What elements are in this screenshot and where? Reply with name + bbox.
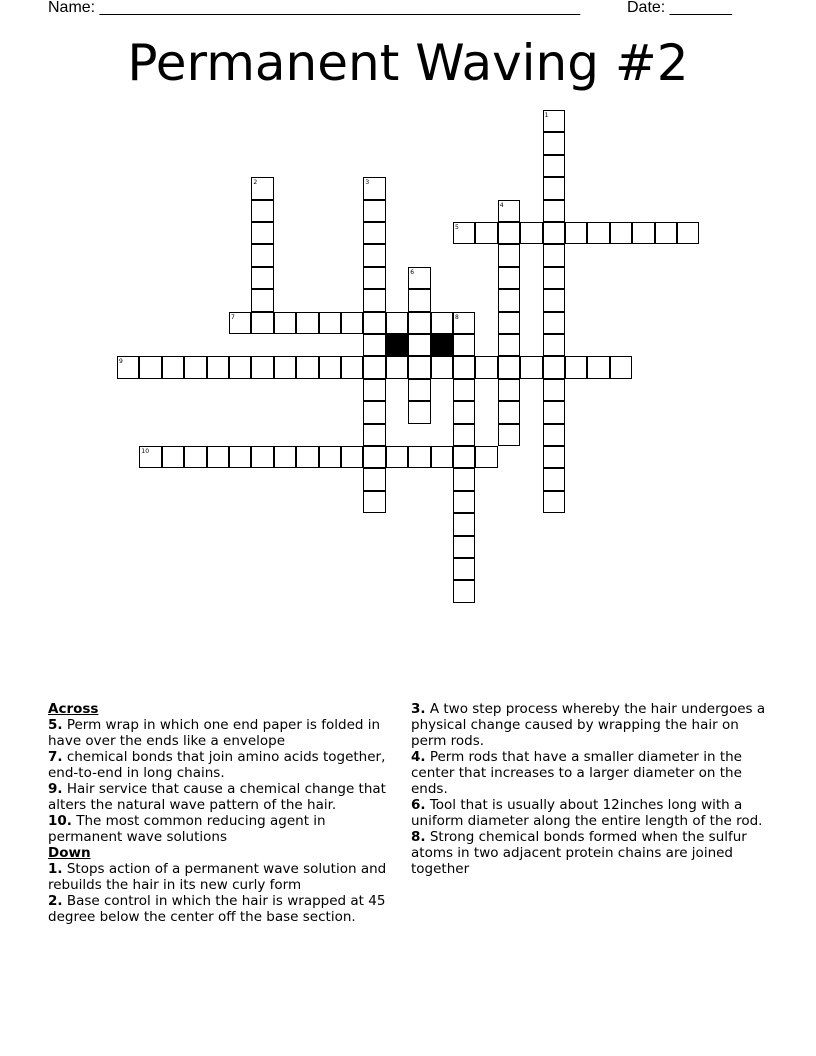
crossword-cell[interactable] (229, 312, 251, 334)
crossword-cell[interactable] (543, 356, 565, 378)
clue-text: Hair service that cause a chemical change that alters the natural wave pattern of the hair. (48, 781, 386, 813)
crossword-cell[interactable] (543, 491, 565, 513)
crossword-cell[interactable] (251, 222, 273, 244)
crossword-cell[interactable] (162, 446, 184, 468)
crossword-cell[interactable] (408, 312, 430, 334)
page-title: Permanent Waving #2 (127, 34, 689, 92)
crossword-cell[interactable] (408, 356, 430, 378)
crossword-cell[interactable] (498, 379, 520, 401)
crossword-cell[interactable] (363, 379, 385, 401)
crossword-cell[interactable] (565, 356, 587, 378)
crossword-cell[interactable] (453, 580, 475, 602)
crossword-cell[interactable] (296, 446, 318, 468)
crossword-cell[interactable] (431, 356, 453, 378)
crossword-cell[interactable] (431, 446, 453, 468)
clue-number: 7. (48, 749, 63, 765)
crossword-cell[interactable] (363, 446, 385, 468)
clue-down-2 (48, 893, 403, 925)
crossword-cell[interactable] (610, 356, 632, 378)
crossword-cell[interactable] (251, 356, 273, 378)
cell-number: 9 (119, 358, 123, 366)
crossword-cell[interactable] (408, 446, 430, 468)
crossword-cell[interactable] (498, 401, 520, 423)
crossword-cell[interactable] (475, 356, 497, 378)
crossword-cell[interactable] (543, 334, 565, 356)
crossword-cell[interactable] (543, 446, 565, 468)
crossword-cell[interactable] (363, 356, 385, 378)
clues-left-column (48, 701, 403, 925)
crossword-cell[interactable] (274, 312, 296, 334)
crossword-cell[interactable] (543, 222, 565, 244)
crossword-cell[interactable] (543, 200, 565, 222)
crossword-cell[interactable] (543, 468, 565, 490)
crossword-cell[interactable] (341, 356, 363, 378)
clue-text: Tool that is usually about 12inches long with a uniform diameter along the entire length of the rod. (411, 797, 763, 829)
clue-text: Stops action of a permanent wave solution and rebuilds the hair in its new curly form (48, 861, 387, 893)
crossword-cell[interactable] (498, 289, 520, 311)
crossword-cell[interactable] (251, 312, 273, 334)
crossword-cell[interactable] (341, 312, 363, 334)
crossword-cell[interactable] (453, 558, 475, 580)
crossword-cell[interactable] (453, 491, 475, 513)
name-field-label: Name: ______________________________________________________ (48, 0, 581, 16)
crossword-cell[interactable] (363, 312, 385, 334)
clue-text: The most common reducing agent in permanent wave solutions (48, 813, 326, 845)
crossword-cell[interactable] (587, 222, 609, 244)
crossword-cell[interactable] (229, 356, 251, 378)
crossword-cell[interactable] (386, 356, 408, 378)
clue-down-3 (411, 701, 766, 749)
clue-text: A two step process whereby the hair undergoes a physical change caused by wrapping the hair on perm rods. (411, 701, 766, 749)
cell-number: 5 (455, 224, 459, 231)
crossword-cell[interactable] (408, 334, 430, 356)
clue-number: 4. (411, 749, 426, 765)
cell-number: 7 (231, 313, 235, 321)
clue-number: 5. (48, 717, 63, 733)
crossword-cell[interactable] (453, 334, 475, 356)
crossword-cell[interactable] (543, 155, 565, 177)
crossword-cell[interactable] (498, 222, 520, 244)
crossword-cell[interactable] (363, 244, 385, 266)
crossword-cell[interactable] (453, 356, 475, 378)
crossword-cell[interactable] (363, 222, 385, 244)
crossword-cell[interactable] (543, 424, 565, 446)
clue-number: 3. (411, 701, 426, 717)
crossword-cell[interactable] (408, 267, 430, 289)
crossword-cell[interactable] (363, 334, 385, 356)
clue-down-6 (411, 797, 766, 829)
crossword-cell[interactable] (520, 356, 542, 378)
crossword-cell[interactable] (251, 177, 273, 199)
crossword-cell[interactable] (274, 356, 296, 378)
crossword-cell[interactable] (498, 312, 520, 334)
crossword-cell[interactable] (475, 446, 497, 468)
crossword-cell[interactable] (475, 222, 497, 244)
crossword-cell[interactable] (251, 244, 273, 266)
crossword-cell[interactable] (184, 446, 206, 468)
crossword-cell[interactable] (341, 446, 363, 468)
crossword-cell[interactable] (184, 356, 206, 378)
crossword-cell[interactable] (431, 312, 453, 334)
crossword-cell[interactable] (543, 289, 565, 311)
crossword-cell[interactable] (498, 200, 520, 222)
crossword-cell[interactable] (677, 222, 699, 244)
crossword-cell[interactable] (543, 379, 565, 401)
crossword-cell[interactable] (117, 356, 139, 378)
crossword-cell[interactable] (363, 424, 385, 446)
clue-text: Perm rods that have a smaller diameter in the center that increases to a larger diameter on the ends. (411, 749, 742, 797)
crossword-cell[interactable] (319, 312, 341, 334)
crossword-cell[interactable] (229, 446, 251, 468)
crossword-cell[interactable] (453, 536, 475, 558)
cell-number: 2 (253, 179, 258, 187)
crossword-cell[interactable] (543, 312, 565, 334)
clue-text: chemical bonds that join amino acids together, end-to-end in long chains. (48, 749, 386, 781)
cell-number: 6 (410, 268, 415, 276)
clue-number: 2. (48, 893, 63, 909)
across-heading: Across (48, 701, 99, 717)
crossword-cell[interactable] (453, 446, 475, 468)
crossword-cell[interactable] (363, 468, 385, 490)
crossword-cell[interactable] (386, 312, 408, 334)
crossword-cell[interactable] (453, 222, 475, 244)
crossword-cell[interactable] (498, 267, 520, 289)
crossword-cell[interactable] (520, 222, 542, 244)
crossword-cell[interactable] (498, 424, 520, 446)
clue-down-8 (411, 829, 766, 877)
crossword-cell[interactable] (655, 222, 677, 244)
down-heading: Down (48, 845, 91, 861)
crossword-cell[interactable] (363, 491, 385, 513)
clue-number: 8. (411, 829, 426, 845)
crossword-cell[interactable] (296, 312, 318, 334)
crossword-cell[interactable] (408, 289, 430, 311)
crossword-cell[interactable] (453, 513, 475, 535)
date-field-label: Date: _______ (627, 0, 732, 16)
crossword-cell[interactable] (363, 401, 385, 423)
clue-down-1 (48, 861, 403, 893)
crossword-cell[interactable] (408, 379, 430, 401)
crossword-cell[interactable] (363, 289, 385, 311)
crossword-cell[interactable] (139, 356, 161, 378)
crossword-cell[interactable] (453, 401, 475, 423)
cell-number: 8 (455, 313, 459, 321)
crossword-cell[interactable] (386, 446, 408, 468)
crossword-cell[interactable] (251, 267, 273, 289)
cell-number: 1 (544, 112, 549, 119)
crossword-cell[interactable] (453, 312, 475, 334)
crossword-cell[interactable] (453, 424, 475, 446)
clues-right-column (411, 701, 766, 877)
cell-number: 4 (499, 201, 504, 209)
crossword-cell[interactable] (543, 401, 565, 423)
black-cell (431, 334, 453, 356)
clue-number: 10. (48, 813, 72, 829)
crossword-cell[interactable] (565, 222, 587, 244)
crossword-cell[interactable] (632, 222, 654, 244)
clue-across-10 (48, 813, 403, 845)
clue-number: 9. (48, 781, 63, 797)
crossword-cell[interactable] (543, 267, 565, 289)
crossword-cell[interactable] (139, 446, 161, 468)
clue-text: Strong chemical bonds formed when the sulfur atoms in two adjacent protein chains are joined together (411, 829, 747, 877)
clue-text: Perm wrap in which one end paper is folded in have over the ends like a envelope (48, 717, 381, 749)
crossword-cell[interactable] (207, 356, 229, 378)
crossword-cell[interactable] (498, 356, 520, 378)
clue-down-4 (411, 749, 766, 797)
crossword-cell[interactable] (274, 446, 296, 468)
crossword-cell[interactable] (543, 177, 565, 199)
clue-number: 1. (48, 861, 63, 877)
crossword-cell[interactable] (543, 244, 565, 266)
crossword-cell[interactable] (498, 244, 520, 266)
crossword-cell[interactable] (251, 289, 273, 311)
clue-across-7 (48, 749, 403, 781)
cell-number: 3 (365, 179, 370, 187)
crossword-cell[interactable] (363, 177, 385, 199)
crossword-cell[interactable] (319, 356, 341, 378)
crossword-cell[interactable] (408, 401, 430, 423)
clue-text: Base control in which the hair is wrapped at 45 degree below the center off the base section. (48, 893, 386, 925)
crossword-cell[interactable] (543, 132, 565, 154)
crossword-cell[interactable] (498, 334, 520, 356)
crossword-cell[interactable] (453, 468, 475, 490)
crossword-cell[interactable] (296, 356, 318, 378)
crossword-cell[interactable] (363, 267, 385, 289)
crossword-cell[interactable] (207, 446, 229, 468)
cell-number: 10 (141, 448, 150, 455)
clue-number: 6. (411, 797, 426, 813)
crossword-cell[interactable] (162, 356, 184, 378)
clue-across-9 (48, 781, 403, 813)
crossword-cell[interactable] (251, 200, 273, 222)
black-cell (386, 334, 408, 356)
clue-across-5 (48, 717, 403, 749)
crossword-cell[interactable] (587, 356, 609, 378)
crossword-cell[interactable] (543, 110, 565, 132)
crossword-cell[interactable] (453, 379, 475, 401)
crossword-cell[interactable] (319, 446, 341, 468)
crossword-cell[interactable] (363, 200, 385, 222)
crossword-cell[interactable] (251, 446, 273, 468)
crossword-cell[interactable] (610, 222, 632, 244)
